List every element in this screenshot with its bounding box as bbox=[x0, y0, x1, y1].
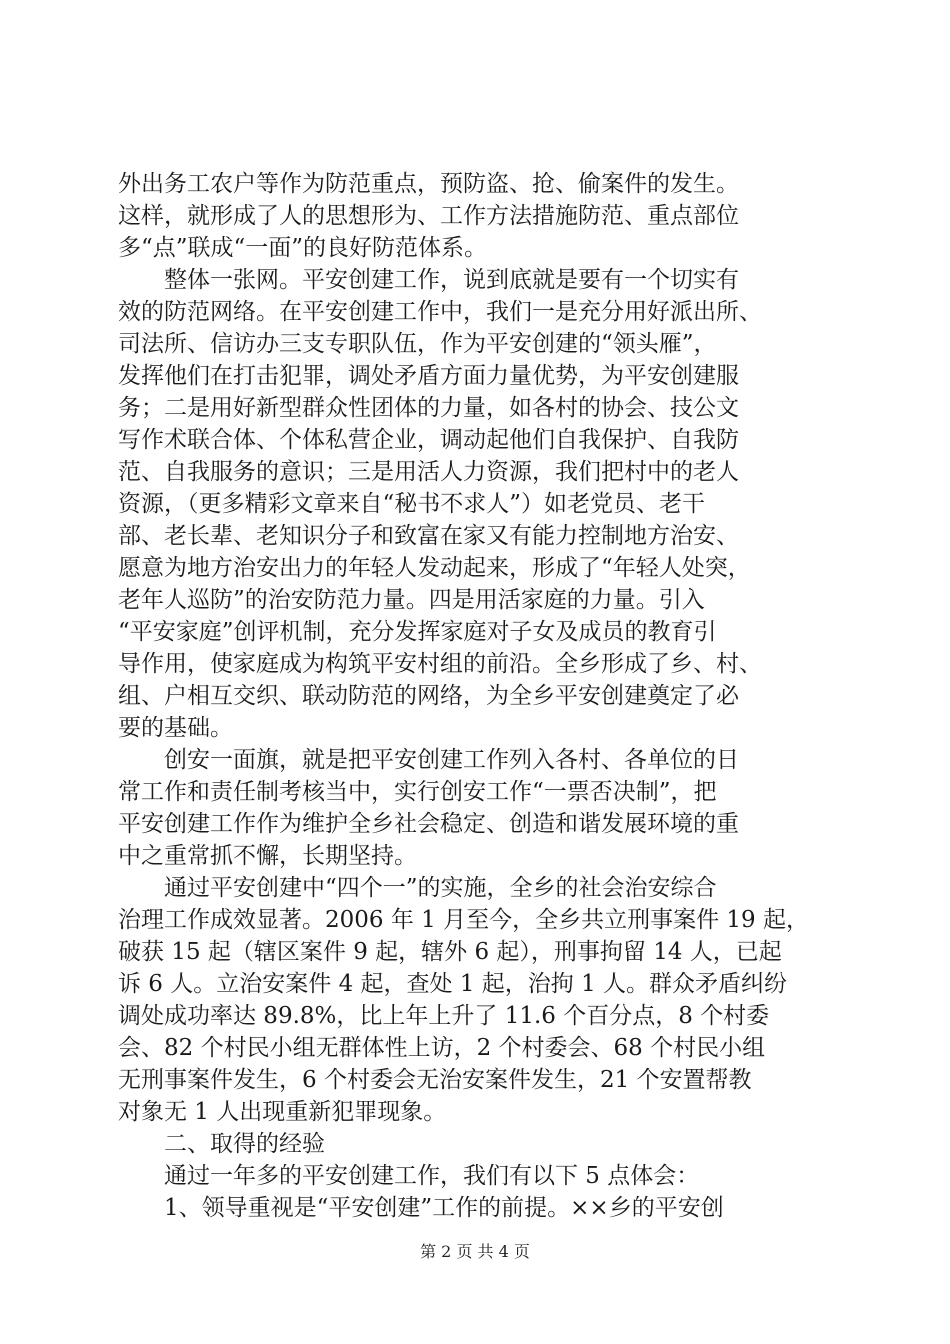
text-line: 诉 6 人。立治安案件 4 起，查处 1 起，治拘 1 人。群众矛盾纠纷 bbox=[118, 971, 788, 997]
text-line: 外出务工农户等作为防范重点，预防盗、抢、偷案件的发生。 bbox=[118, 171, 739, 197]
text-line: 务；二是用好新型群众性团体的力量，如各村的协会、技公文 bbox=[118, 395, 739, 421]
text-line: 效的防范网络。在平安创建工作中，我们一是充分用好派出所、 bbox=[118, 299, 762, 325]
text-line: 整体一张网。平安创建工作，说到底就是要有一个切实有 bbox=[118, 267, 739, 293]
text-line: 会、82 个村民小组无群体性上访，2 个村委会、68 个村民小组 bbox=[118, 1035, 766, 1061]
text-line: 组、户相互交织、联动防范的网络，为全乡平安创建奠定了必 bbox=[118, 683, 739, 709]
text-line: “平安家庭”创评机制，充分发挥家庭对子女及成员的教育引 bbox=[118, 619, 717, 645]
text-line: 这样，就形成了人的思想形为、工作方法措施防范、重点部位 bbox=[118, 203, 739, 229]
text-line: 通过一年多的平安创建工作，我们有以下 5 点体会： bbox=[118, 1163, 700, 1189]
text-line: 常工作和责任制考核当中，实行创安工作“一票否决制”，把 bbox=[118, 779, 717, 805]
text-line: 多“点”联成“一面”的良好防范体系。 bbox=[118, 235, 488, 261]
text-line: 发挥他们在打击犯罪，调处矛盾方面力量优势，为平安创建服 bbox=[118, 363, 739, 389]
text-line: 老年人巡防”的治安防范力量。四是用活家庭的力量。引入 bbox=[118, 587, 705, 613]
text-line: 无刑事案件发生，6 个村委会无治安案件发生，21 个安置帮教 bbox=[118, 1067, 752, 1093]
text-line: 范、自我服务的意识；三是用活人力资源，我们把村中的老人 bbox=[118, 459, 739, 485]
text-line: 二、取得的经验 bbox=[118, 1131, 325, 1157]
page-footer: 第 2 页 共 4 页 bbox=[420, 1242, 530, 1261]
text-line: 平安创建工作作为维护全乡社会稳定、创造和谐发展环境的重 bbox=[118, 811, 739, 837]
text-line: 资源，（更多精彩文章来自“秘书不求人”）如老党员、老干 bbox=[118, 491, 706, 517]
text-line: 部、老长辈、老知识分子和致富在家又有能力控制地方治安、 bbox=[118, 523, 739, 549]
text-line: 导作用，使家庭成为构筑平安村组的前沿。全乡形成了乡、村、 bbox=[118, 651, 762, 677]
text-line: 中之重常抓不懈，长期坚持。 bbox=[118, 843, 417, 869]
text-line: 创安一面旗，就是把平安创建工作列入各村、各单位的日 bbox=[118, 747, 739, 773]
text-line: 通过平安创建中“四个一”的实施，全乡的社会治安综合 bbox=[118, 875, 717, 901]
text-line: 愿意为地方治安出力的年轻人发动起来，形成了“年轻人处突， bbox=[118, 555, 751, 581]
text-line: 1、领导重视是“平安创建”工作的前提。××乡的平安创 bbox=[118, 1195, 724, 1221]
text-line: 司法所、信访办三支专职队伍，作为平安创建的“领头雁”， bbox=[118, 331, 717, 357]
text-line: 要的基础。 bbox=[118, 715, 233, 741]
text-line: 对象无 1 人出现重新犯罪现象。 bbox=[118, 1099, 447, 1125]
text-line: 破获 15 起（辖区案件 9 起，辖外 6 起），刑事拘留 14 人，已起 bbox=[118, 939, 782, 965]
text-line: 写作术联合体、个体私营企业，调动起他们自我保护、自我防 bbox=[118, 427, 739, 453]
body-text bbox=[118, 168, 838, 1224]
text-line: 调处成功率达 89.8%，比上年上升了 11.6 个百分点，8 个村委 bbox=[118, 1003, 770, 1029]
text-line: 治理工作成效显著。2006 年 1 月至今，全乡共立刑事案件 19 起， bbox=[118, 907, 809, 933]
